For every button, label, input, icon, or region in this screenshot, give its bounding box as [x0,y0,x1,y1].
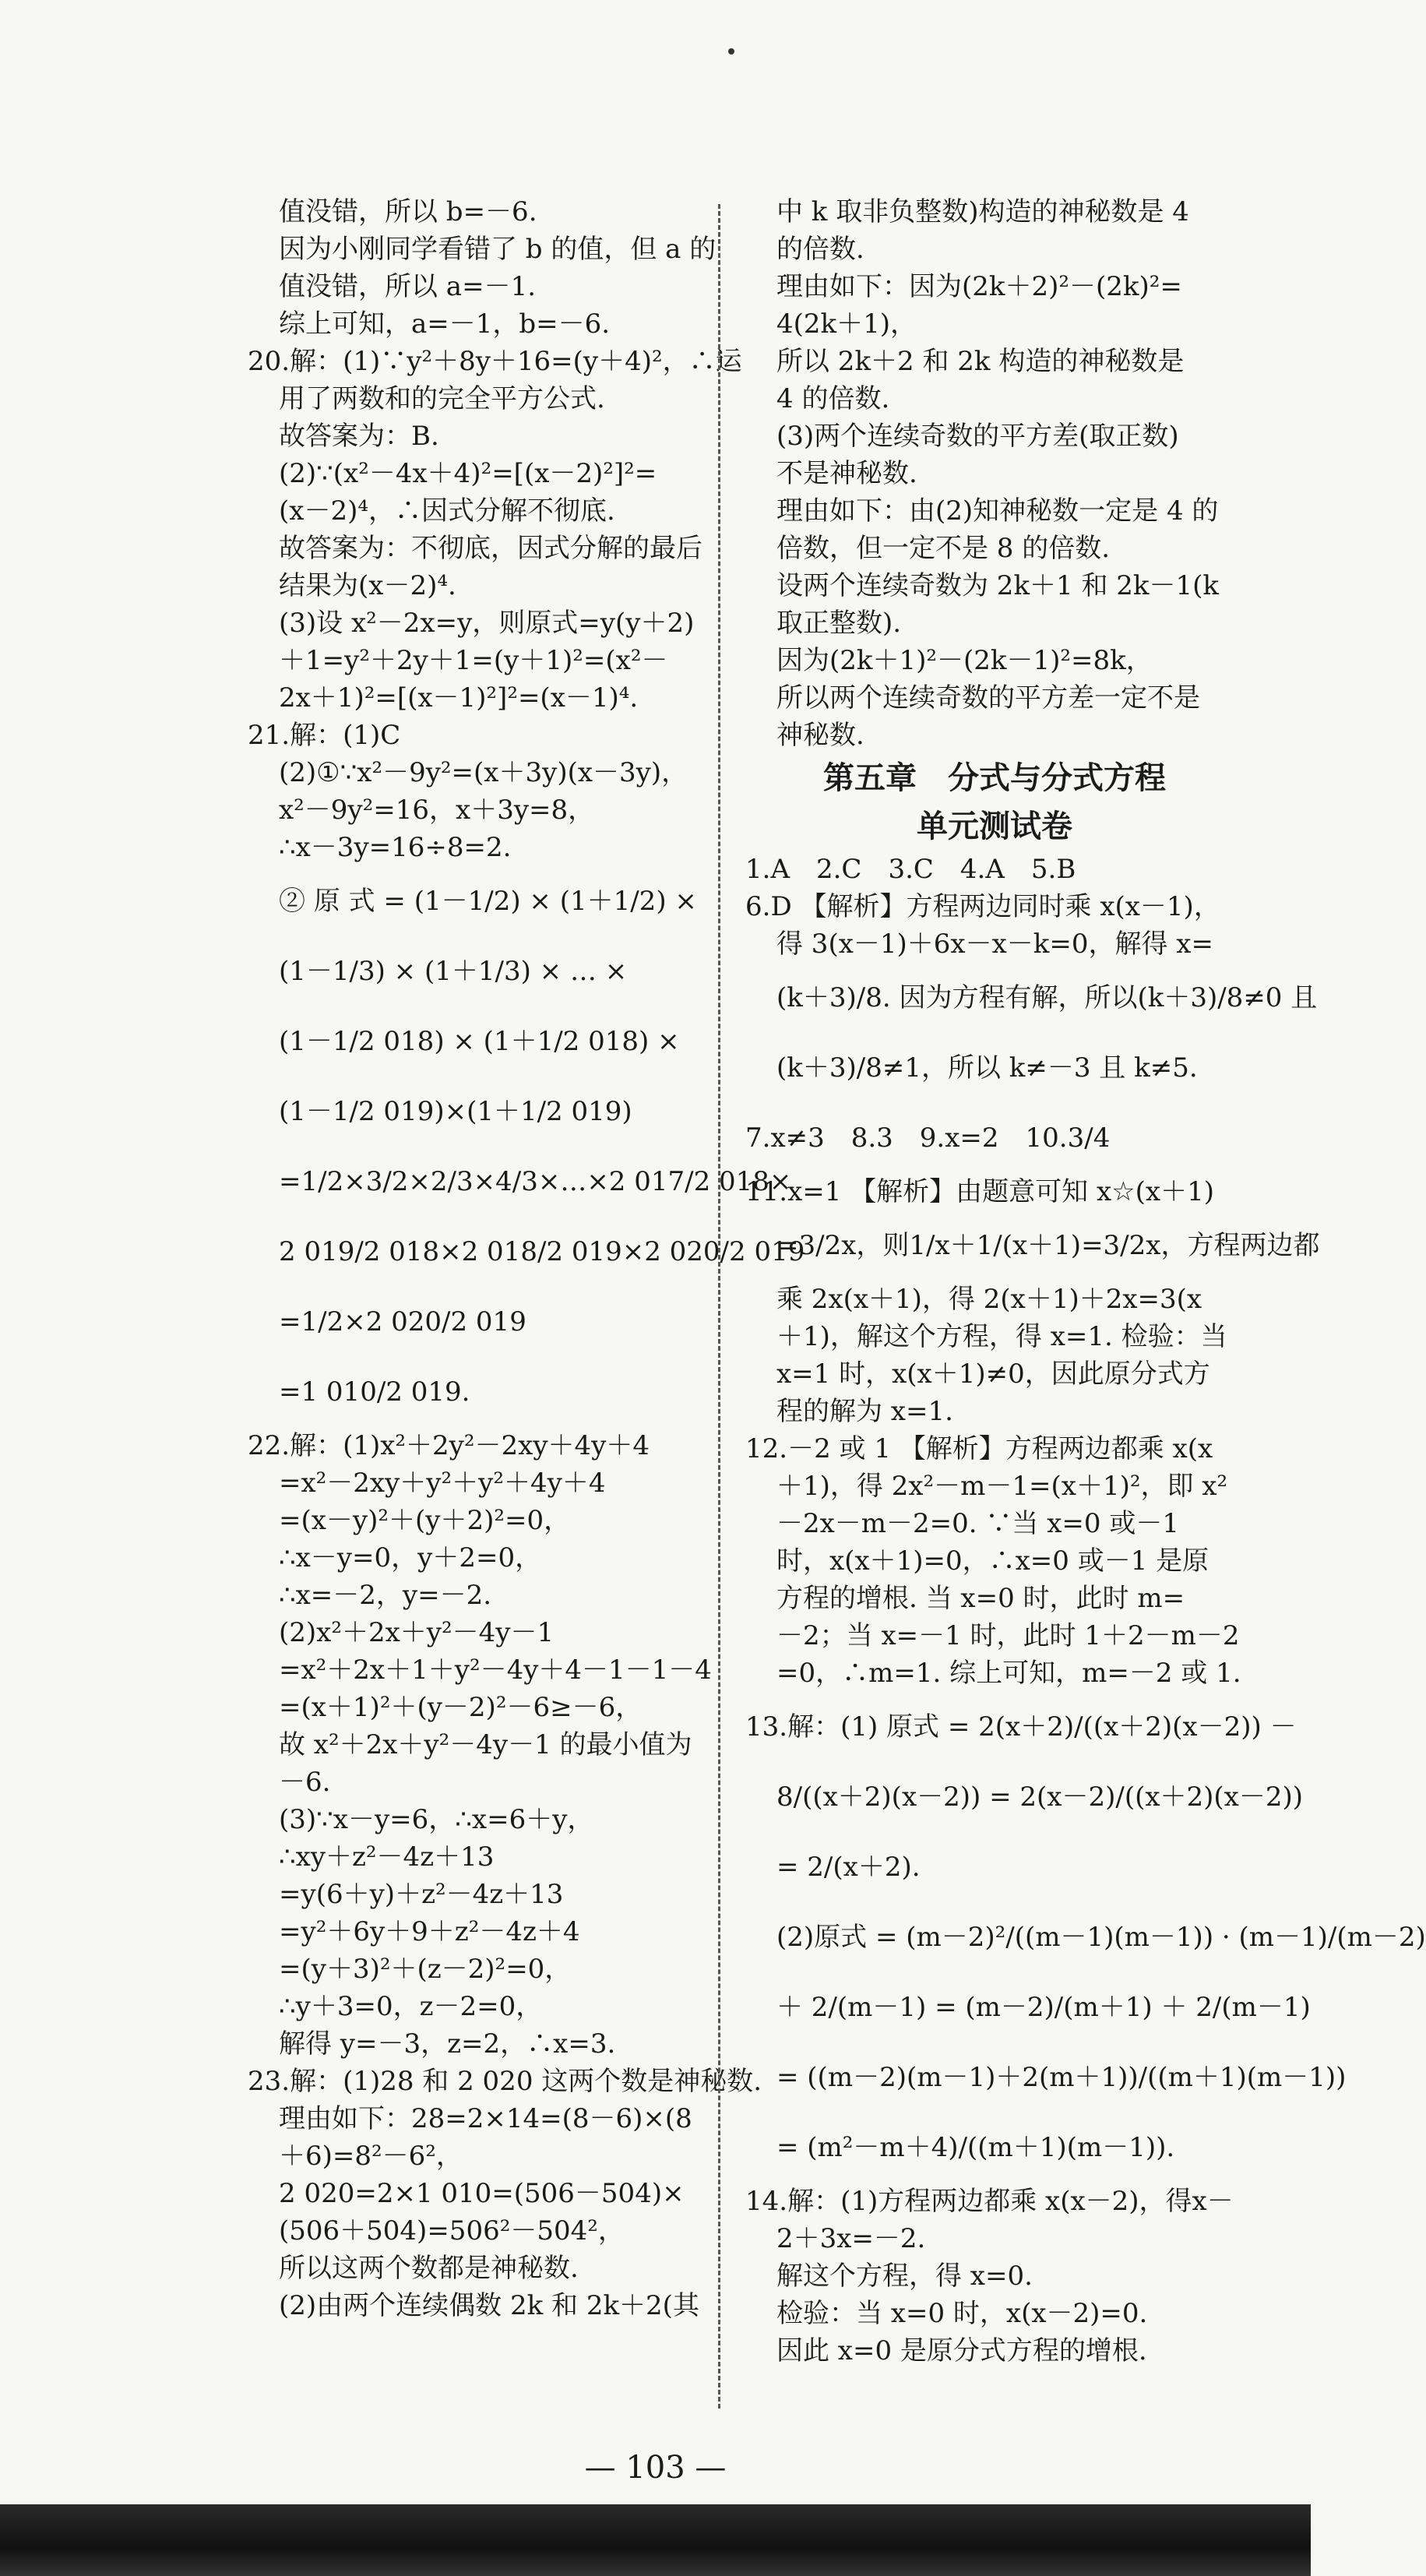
text-line: x²－9y²=16，x＋3y=8， [279,795,595,826]
text-line: 得 3(x－1)＋6x－x－k=0，解得 x= [776,929,1213,960]
text-line: 13.解：(1) 原式 = 2(x＋2)/((x＋2)(x－2)) － [745,1711,1297,1743]
text-line: 所以这两个数都是神秘数. [279,2253,579,2284]
text-line: 故答案为：B. [279,421,439,452]
text-line: =(x－y)²＋(y＋2)²=0， [279,1505,571,1536]
text-line: 因为(2k＋1)²－(2k－1)²=8k， [776,645,1153,676]
text-line: 解得 y=－3，z=2，∴x=3. [279,2028,616,2060]
scan-mark [728,48,734,55]
text-line: 所以两个连续奇数的平方差一定不是 [776,682,1200,714]
text-line: ＋1)，解这个方程，得 x=1. 检验：当 [776,1321,1227,1352]
text-line: 23.解：(1)28 和 2 020 这两个数是神秘数. [248,2066,762,2097]
text-line: (k＋3)/8≠1，所以 k≠－3 且 k≠5. [776,1052,1198,1084]
text-line: 程的解为 x=1. [776,1396,953,1427]
text-line: =3/2x，则1/x＋1/(x＋1)=3/2x，方程两边都 [776,1230,1320,1261]
text-line: 的倍数. [776,234,864,265]
text-line: ② 原 式 = (1－1/2) × (1＋1/2) × [279,886,697,917]
text-line: 2 020=2×1 010=(506－504)× [279,2178,685,2209]
text-line: 所以 2k＋2 和 2k 构造的神秘数是 [776,346,1185,377]
text-line: (1－1/3) × (1＋1/3) × … × [279,956,628,987]
text-line: 2 019/2 018×2 018/2 019×2 020/2 019 [279,1236,805,1267]
text-line: 11.x=1 【解析】由题意可知 x☆(x＋1) [745,1176,1214,1207]
text-line: (k＋3)/8. 因为方程有解，所以(k＋3)/8≠0 且 [776,982,1318,1013]
text-line: 理由如下：因为(2k＋2)²－(2k)²= [776,271,1182,302]
text-line: 方程的增根. 当 x=0 时，此时 m= [776,1583,1185,1614]
text-line: 理由如下：由(2)知神秘数一定是 4 的 [776,495,1219,527]
text-line: 因此 x=0 是原分式方程的增根. [776,2335,1147,2366]
chapter-title: 第五章 分式与分式方程 [823,760,1166,796]
text-line: 22.解：(1)x²＋2y²－2xy＋4y＋4 [248,1430,650,1461]
text-line: =(x＋1)²＋(y－2)²－6≥－6， [279,1692,643,1723]
text-line: =y(6＋y)＋z²－4z＋13 [279,1879,564,1910]
text-line: = (m²－m＋4)/((m＋1)(m－1)). [776,2132,1175,2163]
text-line: 设两个连续奇数为 2k＋1 和 2k－1(k [776,570,1220,601]
text-line: (1－1/2 018) × (1＋1/2 018) × [279,1026,680,1057]
scan-bottom-edge [0,2504,1311,2576]
text-line: =1/2×3/2×2/3×4/3×…×2 017/2 018× [279,1166,792,1197]
text-line: (3)两个连续奇数的平方差(取正数) [776,421,1179,452]
text-line: 解这个方程，得 x=0. [776,2261,1033,2292]
text-line: 故答案为：不彻底，因式分解的最后 [279,533,702,564]
text-line: ∴x－3y=16÷8=2. [279,832,512,863]
text-line: 值没错，所以 a=－1. [279,271,537,302]
right-column-part-1 [745,193,1244,754]
text-line: 20.解：(1)∵y²＋8y＋16=(y＋4)²，∴运 [248,346,742,377]
text-line: ＋6)=8²－6²， [279,2141,463,2172]
text-line: 结果为(x－2)⁴. [279,570,456,601]
text-line: 检验：当 x=0 时，x(x－2)=0. [776,2298,1148,2329]
text-line: (2)x²＋2x＋y²－4y－1 [279,1617,555,1648]
text-line: 14.解：(1)方程两边都乘 x(x－2)，得x－ [745,2186,1234,2217]
text-line: 21.解：(1)C [248,720,401,751]
right-column [745,193,1426,2370]
text-line: －2；当 x=－1 时，此时 1＋2－m－2 [776,1620,1240,1651]
text-line: 故 x²＋2x＋y²－4y－1 的最小值为 [279,1729,692,1760]
text-line: (x－2)⁴，∴因式分解不彻底. [279,495,615,527]
text-line: 因为小刚同学看错了 b 的值，但 a 的 [279,234,717,265]
text-line: (2)①∵x²－9y²=(x＋3y)(x－3y)， [279,757,688,788]
text-line: 6.D 【解析】方程两边同时乘 x(x－1)， [745,891,1220,922]
text-line: = 2/(x＋2). [776,1852,921,1883]
text-line: =y²＋6y＋9＋z²－4z＋4 [279,1916,580,1947]
text-line: 取正整数). [776,608,902,639]
text-line: 中 k 取非负整数)构造的神秘数是 4 [776,196,1189,227]
text-line: 8/((x＋2)(x－2)) = 2(x－2)/((x＋2)(x－2)) [776,1781,1304,1813]
text-line: 4 的倍数. [776,383,890,414]
text-line: (2)原式 = (m－2)²/((m－1)(m－1)) · (m－1)/(m－2) [776,1922,1426,1953]
text-line: 1.A 2.C 3.C 4.A 5.B [745,854,1076,885]
text-line: (3)设 x²－2x=y，则原式=y(y＋2) [279,608,695,639]
text-line: 理由如下：28=2×14=(8－6)×(8 [279,2103,692,2134]
text-line: －2x－m－2=0. ∵当 x=0 或－1 [776,1508,1179,1539]
text-line: (2)由两个连续偶数 2k 和 2k＋2(其 [279,2290,699,2321]
text-line: 乘 2x(x＋1)，得 2(x＋1)＋2x=3(x [776,1284,1202,1315]
text-line: = ((m－2)(m－1)＋2(m＋1))/((m＋1)(m－1)) [776,2062,1347,2093]
text-line: (3)∵x－y=6，∴x=6＋y， [279,1804,594,1835]
right-column-part-2 [745,851,1426,2370]
text-line: 4(2k＋1)， [776,308,917,340]
text-line: =(y＋3)²＋(z－2)²=0， [279,1954,572,1985]
text-line: ∴xy＋z²－4z＋13 [279,1841,495,1873]
text-line: 2＋3x=－2. [776,2223,926,2254]
text-line: ∴y＋3=0，z－2=0， [279,1991,543,2022]
left-column [248,193,805,2324]
text-line: ＋1)，得 2x²－m－1=(x＋1)²，即 x² [776,1471,1228,1502]
text-line: 倍数，但一定不是 8 的倍数. [776,533,1111,564]
text-line: =x²＋2x＋1＋y²－4y＋4－1－1－4 [279,1654,712,1686]
text-line: =x²－2xy＋y²＋y²＋4y＋4 [279,1468,606,1499]
chapter-subtitle: 单元测试卷 [917,809,1072,844]
text-line: ∴x=－2，y=－2. [279,1580,492,1611]
text-line: 神秘数. [776,720,864,751]
text-line: (1－1/2 019)×(1＋1/2 019) [279,1096,632,1127]
text-line: =1/2×2 020/2 019 [279,1306,526,1337]
column-divider [718,204,720,2409]
page-number: — 103 — [584,2450,727,2486]
text-line: (2)∵(x²－4x＋4)²=[(x－2)²]²= [279,458,657,489]
text-line: (506＋504)=506²－504²， [279,2215,625,2247]
text-line: =1 010/2 019. [279,1376,470,1408]
text-line: 值没错，所以 b=－6. [279,196,537,227]
text-line: 用了两数和的完全平方公式. [279,383,605,414]
text-line: 12.－2 或 1 【解析】方程两边都乘 x(x [745,1433,1213,1464]
text-line: 2x＋1)²=[(x－1)²]²=(x－1)⁴. [279,682,639,714]
text-line: =0，∴m=1. 综上可知，m=－2 或 1. [776,1658,1241,1689]
text-line: ＋ 2/(m－1) = (m－2)/(m＋1) ＋ 2/(m－1) [776,1992,1311,2023]
text-line: 时，x(x＋1)=0，∴x=0 或－1 是原 [776,1545,1209,1577]
text-line: 综上可知，a=－1，b=－6. [279,308,611,340]
text-line: x=1 时，x(x＋1)≠0，因此原分式方 [776,1358,1210,1390]
text-line: ∴x－y=0，y＋2=0， [279,1542,542,1573]
text-line: 7.x≠3 8.3 9.x=2 10.3/4 [745,1122,1111,1154]
text-line: －6. [279,1767,331,1798]
text-line: 不是神秘数. [776,458,917,489]
text-line: ＋1=y²＋2y＋1=(y＋1)²=(x²－ [279,645,668,676]
